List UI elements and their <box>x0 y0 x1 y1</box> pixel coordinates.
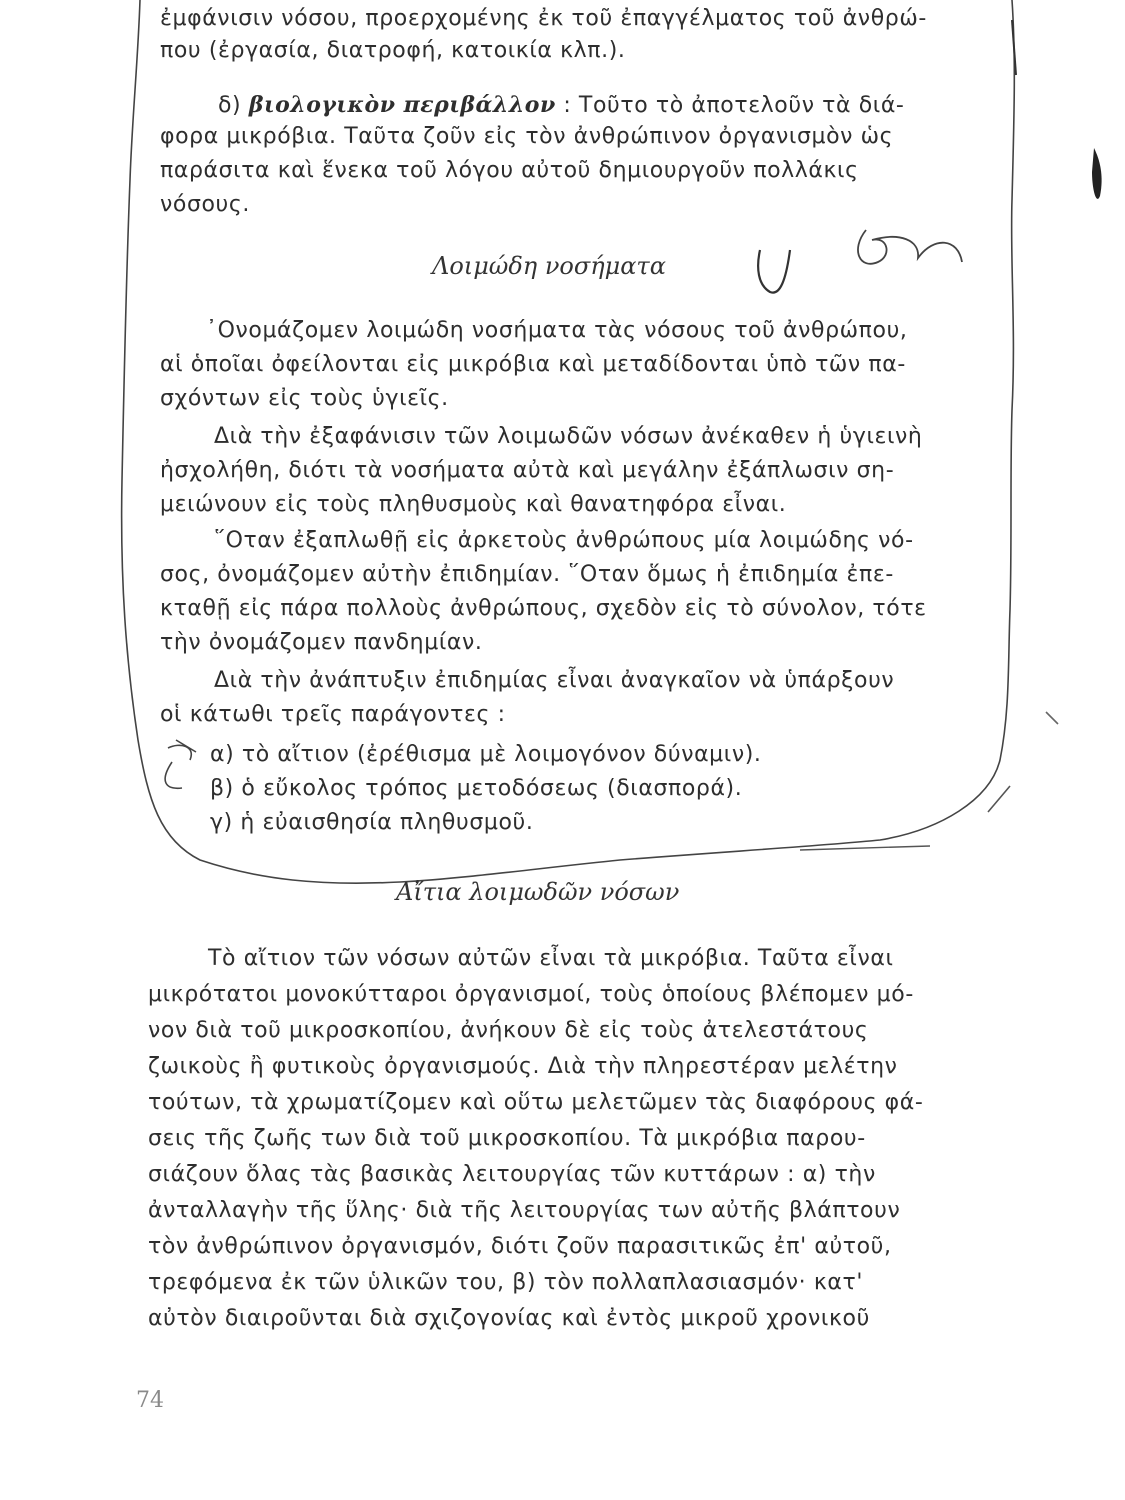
text-line: Διὰ τὴν ἐξαφάνισιν τῶν λοιμωδῶν νόσων ἀνέκαθεν ἡ ὑγιεινὴ <box>214 424 923 449</box>
text-line: ᾿Ονομάζομεν λοιμώδη νοσήματα τὰς νόσους τοῦ ἀνθρώπου, <box>206 318 908 343</box>
text-line: παράσιτα καὶ ἕνεκα τοῦ λόγου αὐτοῦ δημιουργοῦν πολλάκις <box>160 158 859 183</box>
text-line: αἱ ὁποῖαι ὀφείλονται εἰς μικρόβια καὶ μεταδίδονται ὑπὸ τῶν πα- <box>160 352 906 377</box>
text-line: φορα μικρόβια. Ταῦτα ζοῦν εἰς τὸν ἀνθρώπινον ὀργανισμὸν ὡς <box>160 124 894 149</box>
ink-blot <box>1092 148 1102 199</box>
text-line: σος, ὀνομάζομεν αὐτὴν ἐπιδημίαν. ῞Οταν ὅμως ἡ ἐπιδημία ἐπε- <box>160 562 894 587</box>
text-line: αὐτὸν διαιροῦνται διὰ σχιζογονίας καὶ ἐντὸς μικροῦ χρονικοῦ <box>148 1306 870 1331</box>
check-mark <box>758 250 790 293</box>
text-line: μειώνουν εἰς τοὺς πληθυσμοὺς καὶ θανατηφόρα εἶναι. <box>160 492 787 517</box>
text-line: μικρότατοι μονοκύτταροι ὀργανισμοί, τοὺς ὁποίους βλέπομεν μό- <box>148 982 914 1007</box>
text-line: σεις τῆς ζωῆς των διὰ τοῦ μικροσκοπίου. Τὰ μικρόβια παρου- <box>148 1126 866 1151</box>
factor-list-item: α) τὸ αἴτιον (ἐρέθισμα μὲ λοιμογόνον δύναμιν). <box>210 742 762 767</box>
text-line: ἀνταλλαγὴν τῆς ὕλης· διὰ τῆς λειτουργίας των αὐτῆς βλάπτουν <box>148 1198 901 1223</box>
text-line: τούτων, τὰ χρωματίζομεν καὶ οὕτω μελετῶμεν τὰς διαφόρους φά- <box>148 1090 924 1115</box>
text-line: τὸν ἀνθρώπινον ὀργανισμόν, διότι ζοῦν παρασιτικῶς ἐπ' αὐτοῦ, <box>148 1234 892 1259</box>
text-line: κταθῇ εἰς πάρα πολλοὺς ἀνθρώπους, σχεδὸν εἰς τὸ σύνολον, τότε <box>160 596 927 621</box>
bio-environment-term: βιολογικὸν περιβάλλον <box>248 92 556 118</box>
section-heading-infectious-diseases: Λοιμώδη νοσήματα <box>432 252 666 280</box>
text-line: που (ἐργασία, διατροφή, κατοικία κλπ.). <box>160 38 626 63</box>
pen-dash-mark <box>1046 712 1058 724</box>
text-line: νόσους. <box>160 192 250 217</box>
list-marker: δ) <box>218 93 242 118</box>
text-line: νον διὰ τοῦ μικροσκοπίου, ἀνήκουν δὲ εἰς τοὺς ἀτελεστάτους <box>148 1018 869 1043</box>
text-line: ἠσχολήθη, διότι τὰ νοσήματα αὐτὰ καὶ μεγάλην ἐξάπλωσιν ση- <box>160 458 895 483</box>
factor-list-item: γ) ἡ εὐαισθησία πληθυσμοῦ. <box>210 810 534 835</box>
bio-environment-line <box>218 90 904 121</box>
text-line: τὴν ὀνομάζομεν πανδημίαν. <box>160 630 483 655</box>
pen-underline-mark <box>800 846 930 850</box>
text-line: οἱ κάτωθι τρεῖς παράγοντες : <box>160 702 506 727</box>
text-line: ἐμφάνισιν νόσου, προερχομένης ἐκ τοῦ ἐπαγγέλματος τοῦ ἀνθρώ- <box>160 6 927 31</box>
text-line: σχόντων εἰς τοὺς ὑγιεῖς. <box>160 386 449 411</box>
text-line: ζωικοὺς ἢ φυτικοὺς ὀργανισμούς. Διὰ τὴν πληρεστέραν μελέτην <box>148 1054 898 1079</box>
margin-scribble <box>165 740 196 788</box>
text-line: Διὰ τὴν ἀνάπτυξιν ἐπιδημίας εἶναι ἀναγκαῖον νὰ ὑπάρξουν <box>214 668 895 693</box>
page-number: 74 <box>136 1388 164 1413</box>
text-line: τρεφόμενα ἐκ τῶν ὑλικῶν του, β) τὸν πολλαπλασιασμόν· κατ' <box>148 1270 863 1295</box>
text-line: Τὸ αἴτιον τῶν νόσων αὐτῶν εἶναι τὰ μικρόβια. Ταῦτα εἶναι <box>208 946 894 971</box>
section-heading-causes: Αἴτια λοιμωδῶν νόσων <box>396 878 680 906</box>
text-line: ῞Οταν ἐξαπλωθῇ εἰς ἀρκετοὺς ἀνθρώπους μία λοιμώδης νό- <box>214 528 914 553</box>
text-span: : Τοῦτο τὸ ἀποτελοῦν τὰ διά- <box>563 93 905 118</box>
factor-list-item: β) ὁ εὔκολος τρόπος μετοδόσεως (διασπορά). <box>210 776 743 801</box>
pen-dash-mark <box>988 786 1010 812</box>
signature-scribble <box>858 230 962 264</box>
text-line: σιάζουν ὅλας τὰς βασικὰς λειτουργίας τῶν κυττάρων : α) τὴν <box>148 1162 876 1187</box>
